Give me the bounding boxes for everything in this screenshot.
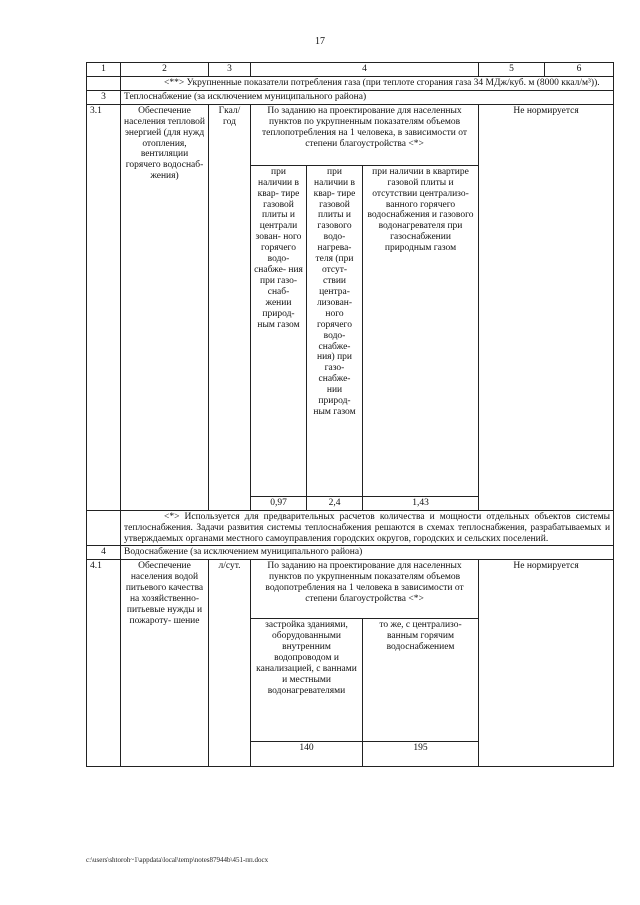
footer-file-path: c:\users\shtoroh~1\appdata\local\temp\notes87944b\451-пп.docx	[86, 856, 269, 864]
row-4-1-norm: Не нормируется	[479, 560, 614, 767]
row-3-1-value-1: 0,97	[251, 496, 307, 510]
heat-note-row	[87, 510, 614, 546]
section-3-title: Теплоснабжение (за исключением муниципального района)	[121, 90, 614, 104]
column-number-row	[87, 63, 614, 77]
row-3-1-task	[87, 104, 614, 165]
norms-table	[86, 62, 614, 767]
row-3-1-task-text: По заданию на проектирование для населенных пунктов по укрупненным показателям объемов теплопотребления на 1 человека, в зависимости от степени благоустройства <*>	[251, 104, 479, 165]
row-3-1-value-3: 1,43	[363, 496, 479, 510]
row-3-1-number: 3.1	[87, 104, 121, 510]
section-4-title: Водоснабжение (за исключением муниципального района)	[121, 546, 614, 560]
row-3-1-unit: Гкал/ год	[209, 104, 251, 510]
row-4-1-task	[87, 560, 614, 619]
row-4-1-value-1: 140	[251, 742, 363, 767]
col-num-3: 3	[209, 63, 251, 77]
col-num-6: 6	[545, 63, 614, 77]
row-4-1-name: Обеспечение населения водой питьевого качества на хозяйственно- питьевые нужды и пожароту- шение	[121, 560, 209, 767]
gas-note-row	[87, 76, 614, 90]
col-num-2: 2	[121, 63, 209, 77]
section-4-row	[87, 546, 614, 560]
row-3-1-norm: Не нормируется	[479, 104, 614, 510]
col-num-5: 5	[479, 63, 545, 77]
row-4-1-unit: л/сут.	[209, 560, 251, 767]
row-4-1-task-text: По заданию на проектирование для населенных пунктов по укрупненным показателям объемов водопотребления на 1 человека в зависимости от степени благоустройства <*>	[251, 560, 479, 619]
row-4-1-sub-2: то же, с централизо- ванным горячим водоснабжением	[363, 619, 479, 742]
row-4-1-value-2: 195	[363, 742, 479, 767]
section-3-row	[87, 90, 614, 104]
row-4-1-number: 4.1	[87, 560, 121, 767]
row-4-1-sub-1: застройка зданиями, оборудованными внутренним водопроводом и канализацией, с ваннами и местными водонагревателями	[251, 619, 363, 742]
col-num-4: 4	[251, 63, 479, 77]
col-num-1: 1	[87, 63, 121, 77]
gas-note: <**> Укрупненные показатели потребления газа (при теплоте сгорания газа 34 МДж/куб. м (8000 ккал/м³)).	[121, 76, 614, 90]
section-3-number: 3	[87, 90, 121, 104]
row-3-1-name: Обеспечение населения тепловой энергией (для нужд отопления, вентиляции горячего водоснаб- жения)	[121, 104, 209, 510]
heat-note: <*> Используется для предварительных расчетов количества и мощности отдельных объектов системы теплоснабжения. Задачи развития системы теплоснабжения решаются в схемах теплоснабжения, разрабатываемых и утверждаемых органами местного самоуправления городских округов, городских и сельских поселений.	[121, 510, 614, 546]
row-3-1-value-2: 2,4	[307, 496, 363, 510]
row-3-1-sub-3: при наличии в квартире газовой плиты и отсутствии централизо- ванного горячего водоснабжения и газового водонагревателя при газоснабжении природным газом	[363, 165, 479, 496]
row-3-1-sub-2: при наличии в квар- тире газовой плиты и газового водо- нагрева- теля (при отсут- ствии центра- лизован- ного горячего водо- снабже- ния) при газо- снабже- нии природ- ным газом	[307, 165, 363, 496]
page-number: 17	[315, 36, 325, 47]
section-4-number: 4	[87, 546, 121, 560]
row-3-1-sub-1: при наличии в квар- тире газовой плиты и централи зован- ного горячего водо- снабже- ния при газо- снаб- жении природ- ным газом	[251, 165, 307, 496]
